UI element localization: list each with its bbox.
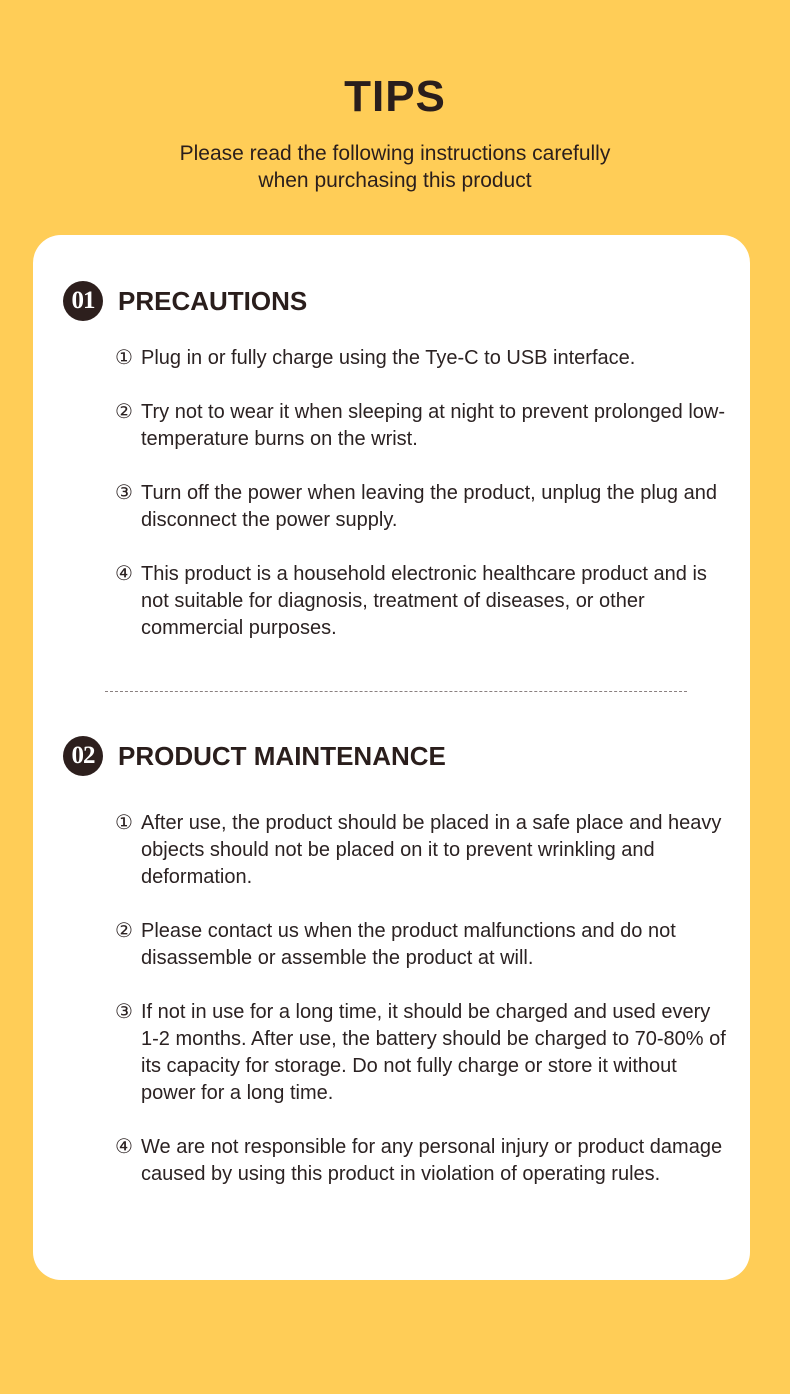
subtitle-line-2: when purchasing this product (258, 169, 532, 192)
item-number: ② (115, 920, 133, 942)
list-item (115, 810, 730, 891)
item-number: ③ (115, 482, 133, 504)
item-text: Plug in or fully charge using the Tye-C to USB interface. (141, 347, 636, 369)
section-divider (105, 691, 687, 692)
item-number: ④ (115, 1136, 133, 1158)
list-item (115, 561, 730, 642)
item-text: Turn off the power when leaving the product, unplug the plug and disconnect the power supply. (141, 482, 717, 531)
list-item (115, 480, 730, 534)
subtitle-line-1: Please read the following instructions carefully (179, 142, 611, 165)
page-subtitle (0, 140, 790, 194)
item-number: ① (115, 812, 133, 834)
section-header-maintenance (63, 736, 446, 776)
list-item (115, 399, 730, 453)
item-text: After use, the product should be placed in a safe place and heavy objects should not be placed on it to prevent wrinkling and deformation. (141, 812, 722, 888)
item-number: ③ (115, 1001, 133, 1023)
list-item (115, 918, 730, 972)
item-number: ④ (115, 563, 133, 585)
section-title: PRECAUTIONS (118, 285, 308, 316)
item-text: We are not responsible for any personal injury or product damage caused by using this product in violation of operating rules. (141, 1136, 723, 1185)
list-item (115, 999, 730, 1107)
item-number: ② (115, 401, 133, 423)
maintenance-list (115, 810, 730, 1215)
section-number-badge: 02 (63, 736, 103, 776)
list-item (115, 1134, 730, 1188)
item-text: Try not to wear it when sleeping at night to prevent prolonged low-temperature burns on the wrist. (141, 401, 726, 450)
list-item (115, 345, 730, 372)
item-number: ① (115, 347, 133, 369)
item-text: If not in use for a long time, it should be charged and used every 1-2 months. After use, the battery should be charged to 70-80% of its capacity for storage. Do not fully charge or store it without power for a long time. (141, 1001, 726, 1104)
item-text: Please contact us when the product malfunctions and do not disassemble or assemble the product at will. (141, 920, 676, 969)
page-title: TIPS (344, 72, 446, 121)
section-header-precautions (63, 281, 307, 321)
section-title: PRODUCT MAINTENANCE (118, 740, 446, 771)
precautions-list (115, 345, 730, 669)
item-text: This product is a household electronic healthcare product and is not suitable for diagnosis, treatment of diseases, or other commercial purposes. (141, 563, 707, 639)
tips-card (33, 235, 750, 1280)
section-number-badge: 01 (63, 281, 103, 321)
